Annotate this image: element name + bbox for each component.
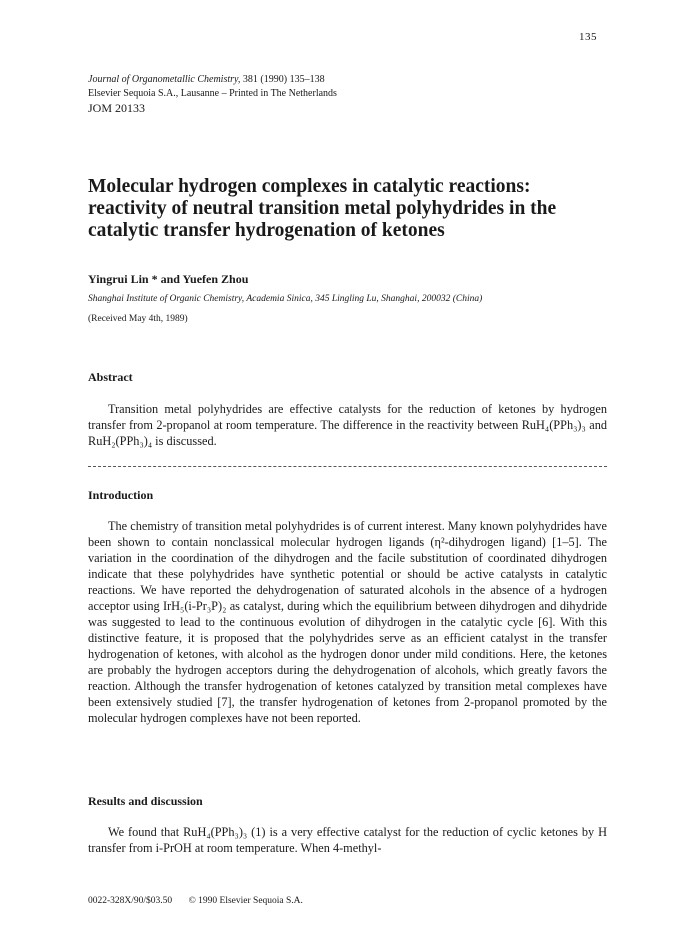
abstract-heading: Abstract	[88, 370, 133, 384]
journal-code: JOM 20133	[88, 101, 146, 115]
authors: Yingrui Lin * and Yuefen Zhou	[88, 272, 249, 286]
paper-title: Molecular hydrogen complexes in catalytic reactions: reactivity of neutral transition metal polyhydrides in the catalytic transfer hydrogenation of ketones	[88, 176, 557, 241]
introduction-text: The chemistry of transition metal polyhydrides is of current interest. Many known polyhydrides have been shown to contain nonclassical molecular hydrogen ligands (η²-dihydrogen ligand) [1–5]. The variation in the coordination of the dihydrogen and the facile substitution of coordinated dihydrogen indicate that these polyhydrides have synthetic potential or should be active catalysts in catalytic reactions. We have reported the dehydrogenation of saturated alcohols in the absence of a hydrogen acceptor using IrH₅(i-Pr₃P)₂ as catalyst, during which the equilibrium between dihydrogen and dihydride was suggested to lead to the continuous evolution of dihydrogen in the catalytic cycle [6]. With this distinctive feature, it is proposed that the polyhydrides serve as an efficient catalyst in the transfer hydrogenation of ketones, with alcohol as the hydrogen donor under mild conditions. Here, the ketones are probably the hydrogen acceptors during the dehydrogenation of alcohols, which greatly favors the reaction. Although the transfer hydrogenation of ketones catalyzed by transition metal complexes have been extensively studied [7], the transfer hydrogenation of ketones from 2-propanol promoted by the molecular hydrogen complexes have not been reported.	[88, 519, 607, 725]
footer	[88, 896, 303, 906]
issn-price: 0022-328X/90/$03.50	[88, 896, 173, 906]
section-divider	[88, 466, 607, 467]
affiliation: Shanghai Institute of Organic Chemistry, Academia Sinica, 345 Lingling Lu, Shanghai, 200032 (China)	[88, 294, 483, 304]
journal-name: Journal of Organometallic Chemistry,	[88, 74, 241, 85]
received-date: (Received May 4th, 1989)	[88, 314, 188, 324]
journal-info	[88, 73, 337, 116]
journal-citation	[88, 73, 337, 87]
publisher-line: Elsevier Sequoia S.A., Lausanne – Printed in The Netherlands	[88, 87, 337, 99]
introduction-heading: Introduction	[88, 488, 154, 502]
abstract-text: Transition metal polyhydrides are effective catalysts for the reduction of ketones by hydrogen transfer from 2-propanol at room temperature. The difference in the reactivity between RuH₄(PPh₃)₃ and RuH₂(PPh₃)₄ is discussed.	[88, 402, 607, 448]
journal-volume: 381 (1990) 135–138	[240, 74, 325, 85]
results-text: We found that RuH₄(PPh₃)₃ (1) is a very effective catalyst for the reduction of cyclic ketones by H transfer from i-PrOH at room temperature. When 4-methyl-	[88, 825, 607, 855]
copyright: © 1990 Elsevier Sequoia S.A.	[188, 896, 303, 906]
page-number: 135	[579, 31, 597, 43]
results-heading: Results and discussion	[88, 794, 203, 808]
